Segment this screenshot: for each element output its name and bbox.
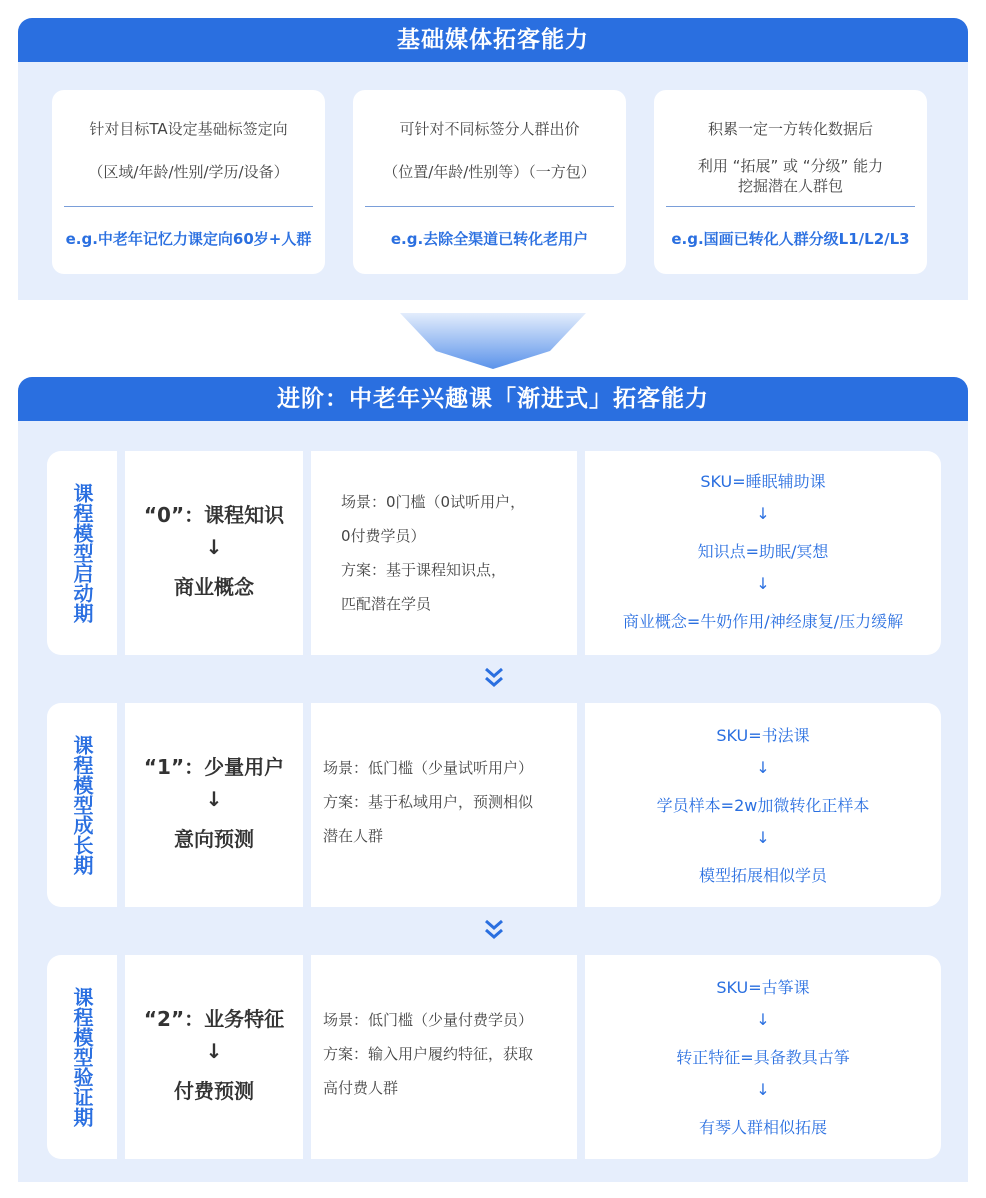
advanced-section (18, 377, 968, 1182)
chain-arrow: ↓ (756, 828, 770, 847)
card-line-1: 积累一定一方转化数据后 (707, 120, 873, 138)
chain-item: SKU=书法课 (716, 726, 810, 745)
stage-label-cell (47, 451, 117, 655)
desc-line: 潜在人群 (323, 827, 384, 845)
stage-title-top: “0”：课程知识 (143, 503, 285, 527)
desc-line: 高付费人群 (323, 1079, 399, 1097)
card-divider (365, 206, 614, 207)
capability-card-2 (353, 90, 626, 274)
desc-line: 场景：低门槛（少量付费学员） (323, 1011, 534, 1029)
card-line-1: 针对目标TA设定基础标签定向 (89, 120, 288, 138)
chain-arrow: ↓ (756, 574, 770, 593)
stage-title-cell (125, 703, 303, 907)
double-chevron-down-icon (483, 666, 505, 690)
desc-line: 场景：低门槛（少量试听用户） (323, 759, 534, 777)
stage-label: 课程模型成长期 (70, 735, 94, 875)
stage-row-2 (47, 703, 941, 907)
desc-line: 场景：0门槛（0试听用户， (341, 493, 526, 511)
stage-title-bottom: 付费预测 (174, 1079, 254, 1103)
desc-line: 方案：基于私域用户，预测相似 (323, 793, 534, 811)
chain-item: 转正特征=具备教具古筝 (676, 1048, 850, 1067)
chain-arrow: ↓ (756, 758, 770, 777)
card-divider (666, 206, 915, 207)
down-funnel-arrow-icon (400, 313, 586, 369)
stage-title-arrow: ↓ (205, 535, 223, 559)
chain-item: SKU=古筝课 (716, 978, 810, 997)
advanced-section-panel (18, 421, 968, 1182)
advanced-section-title: 进阶：中老年兴趣课「渐进式」拓客能力 (18, 377, 968, 421)
card-example: e.g.去除全渠道已转化老用户 (390, 230, 589, 248)
stage-title-bottom: 意向预测 (174, 827, 254, 851)
stage-title-arrow: ↓ (205, 1039, 223, 1063)
stage-desc-cell (311, 955, 577, 1159)
basic-section-panel (18, 62, 968, 300)
card-example: e.g.国画已转化人群分级L1/L2/L3 (671, 230, 910, 248)
basic-media-section (18, 18, 968, 300)
basic-section-title: 基础媒体拓客能力 (18, 18, 968, 62)
stage-title-cell (125, 955, 303, 1159)
stage-label: 课程模型启动期 (70, 483, 94, 623)
chain-item: 知识点=助眠/冥想 (697, 542, 829, 561)
stage-title-arrow: ↓ (205, 787, 223, 811)
chain-item: SKU=睡眠辅助课 (700, 472, 826, 491)
stage-title-bottom: 商业概念 (174, 575, 254, 599)
card-line-2: （区域/年龄/性别/学历/设备） (88, 163, 289, 181)
stage-chain-cell (585, 703, 941, 907)
desc-line: 方案：输入用户履约特征，获取 (323, 1045, 534, 1063)
stage-label: 课程模型验证期 (70, 987, 94, 1127)
card-line-1: 可针对不同标签分人群出价 (399, 120, 580, 138)
chain-item: 有琴人群相似拓展 (698, 1118, 827, 1137)
stage-desc-cell (311, 703, 577, 907)
chain-arrow: ↓ (756, 1080, 770, 1099)
stage-label-cell (47, 703, 117, 907)
stage-title-top: “1”：少量用户 (143, 755, 285, 779)
stage-title-cell (125, 451, 303, 655)
chain-item: 模型拓展相似学员 (698, 866, 827, 885)
card-line-2: （位置/年龄/性别等）（一方包） (383, 163, 596, 181)
desc-line: 方案：基于课程知识点， (341, 561, 507, 579)
stage-row-3 (47, 955, 941, 1159)
card-line-2a: 利用 “拓展” 或 “分级” 能力 (697, 157, 884, 175)
chain-arrow: ↓ (756, 504, 770, 523)
chain-item: 商业概念=牛奶作用/神经康复/压力缓解 (622, 612, 904, 631)
stage-chain-cell (585, 955, 941, 1159)
card-example: e.g.中老年记忆力课定向60岁+人群 (65, 230, 312, 248)
card-line-2 (654, 156, 927, 196)
chain-item: 学员样本=2w加微转化正样本 (656, 796, 870, 815)
stage-title-top: “2”：业务特征 (143, 1007, 285, 1031)
desc-line: 匹配潜在学员 (341, 595, 432, 613)
card-divider (64, 206, 313, 207)
stage-chain-cell (585, 451, 941, 655)
desc-line: 0付费学员） (341, 527, 426, 545)
double-chevron-down-icon (483, 918, 505, 942)
capability-card-3 (654, 90, 927, 274)
chain-arrow: ↓ (756, 1010, 770, 1029)
card-line-2b: 挖掘潜在人群包 (737, 177, 843, 195)
stage-desc-cell (311, 451, 577, 655)
stage-row-1 (47, 451, 941, 655)
capability-card-1 (52, 90, 325, 274)
stage-label-cell (47, 955, 117, 1159)
